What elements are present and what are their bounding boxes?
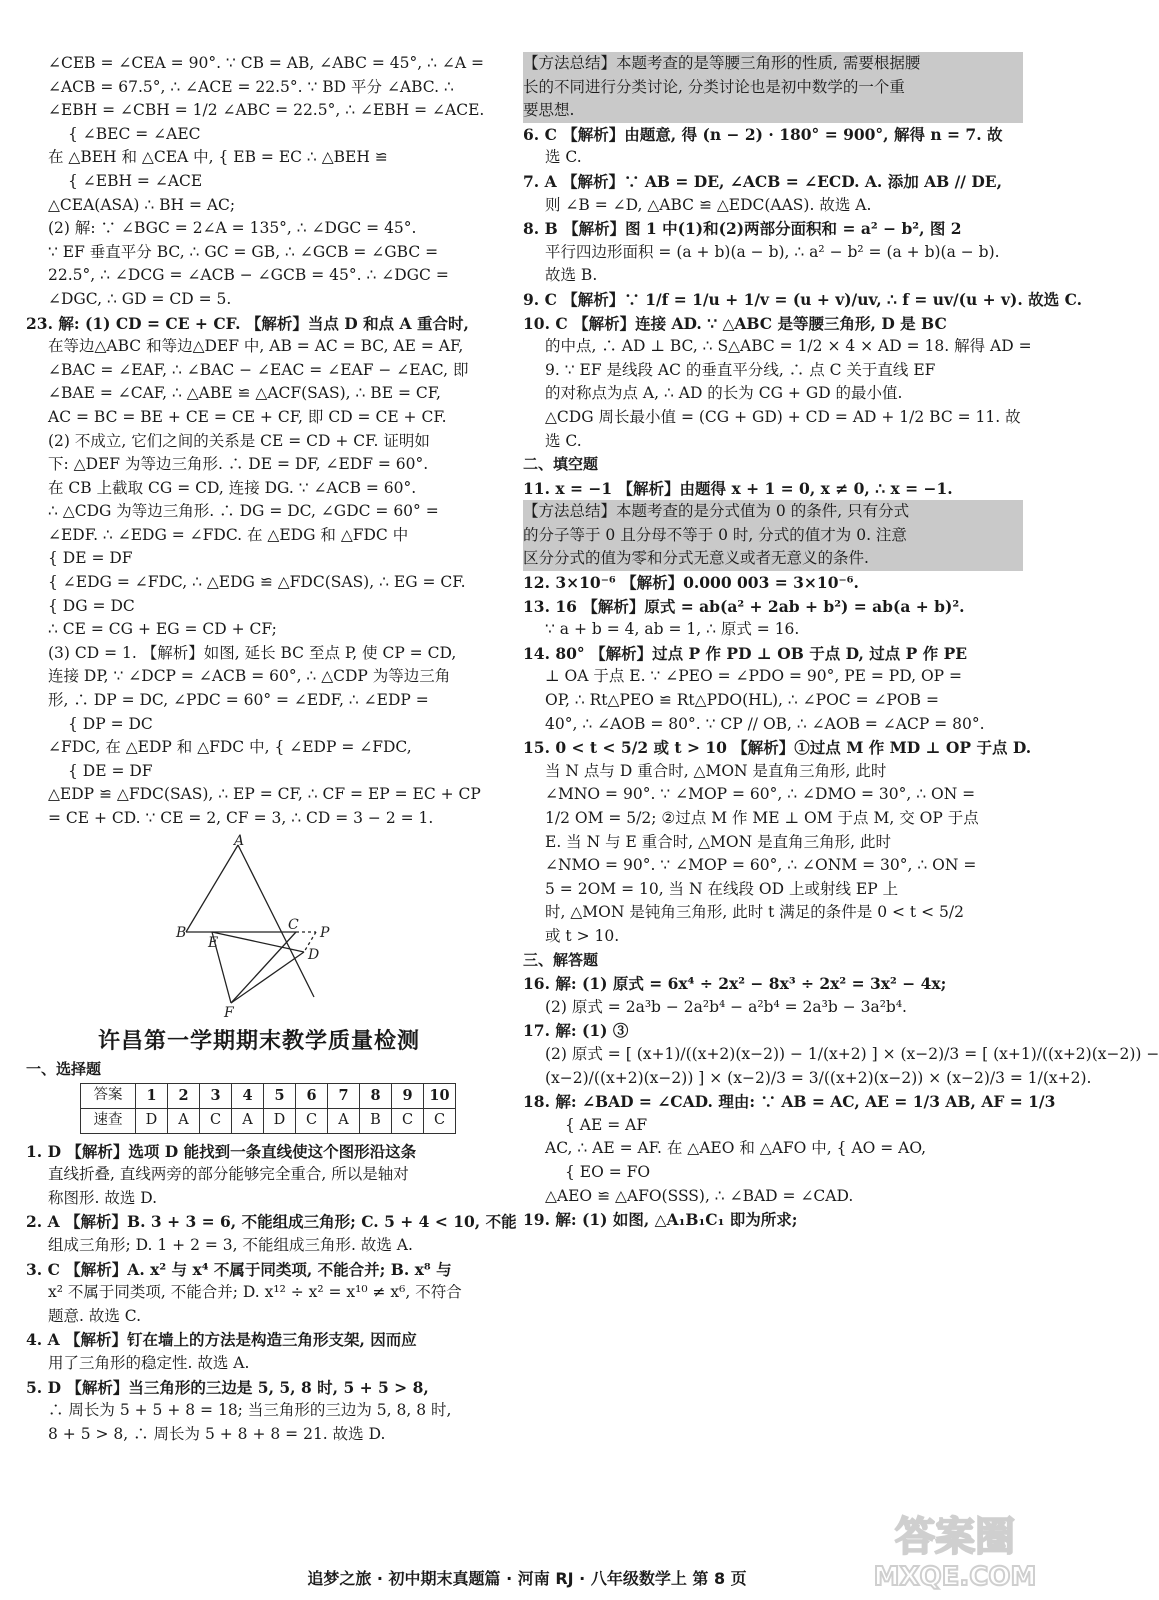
text-line: x² 不属于同类项, 不能合并; D. x¹² ÷ x² = x¹⁰ ≠ x⁶, 不符合: [48, 1283, 462, 1302]
text-line: (2) 原式 = [ (x+1)/((x+2)(x−2)) − 1/(x+2) ] × (x−2)/3 = [ (x+1)/((x+2)(x−2)) −: [545, 1044, 1159, 1063]
text-line: { ∠EDG = ∠FDC, ∴ △EDG ≌ △FDC(SAS), ∴ EG = CF.: [48, 573, 466, 592]
method-summary-line: 的分子等于 0 且分母不等于 0 时, 分式的值才为 0. 注意: [523, 524, 1023, 548]
answer-table-number-row: [81, 1084, 456, 1109]
answer-letter-cell: D: [264, 1108, 296, 1133]
text-line: 则 ∠B = ∠D, △ABC ≌ △EDC(AAS). 故选 A.: [545, 195, 872, 214]
text-line: 1/2 OM = 5/2; ②过点 M 作 ME ⊥ OM 于点 M, 交 OP 于点: [545, 809, 979, 827]
answer-number-cell: 9: [392, 1084, 424, 1109]
text-line: 18. 解: ∠BAD = ∠CAD. 理由: ∵ AB = AC, AE = 1/3 AB, AF = 1/3: [523, 1092, 1056, 1112]
line-AB: [186, 845, 238, 932]
answer-letter-cell: C: [424, 1108, 456, 1133]
text-line: 4. A 【解析】钉在墙上的方法是构造三角形支架, 因而应: [26, 1330, 417, 1350]
text-line: 故选 B.: [545, 266, 598, 285]
text-line: △CDG 周长最小值 = (CG + GD) + CD = AD + 1/2 BC = 11. 故: [545, 407, 1021, 426]
text-line: { DP = DC: [68, 714, 153, 733]
section-choice-heading: 一、选择题: [26, 1059, 102, 1078]
text-line: 组成三角形; D. 1 + 2 = 3, 不能组成三角形. 故选 A.: [48, 1235, 413, 1254]
text-line: { ∠EBH = ∠ACE: [68, 171, 203, 190]
answer-number-cell: 5: [264, 1084, 296, 1109]
text-line: 12. 3×10⁻⁶ 【解析】0.000 003 = 3×10⁻⁶.: [523, 573, 859, 593]
text-line: 14. 80° 【解析】过点 P 作 PD ⊥ OB 于点 D, 过点 P 作 PE: [523, 643, 968, 663]
answer-letter-cell: D: [136, 1108, 168, 1133]
text-line: { ∠BEC = ∠AEC: [68, 124, 201, 143]
text-line: 在等边△ABC 和等边△DEF 中, AB = AC = BC, AE = AF,: [48, 337, 464, 356]
text-line: 的中点, ∴ AD ⊥ BC, ∴ S△ABC = 1/2 × 4 × AD = 18. 解得 AD =: [545, 337, 1032, 356]
triangle-diagram: [176, 832, 356, 1021]
text-line: 40°, ∴ ∠AOB = 80°. ∵ CP // OB, ∴ ∠AOB = ∠ACP = 80°.: [545, 714, 985, 733]
method-summary-line: 【方法总结】本题考查的是分式值为 0 的条件, 只有分式: [523, 500, 1023, 524]
text-line: 6. C 【解析】由题意, 得 (n − 2) · 180° = 900°, 解得 n = 7. 故: [523, 124, 1003, 144]
section-heading: 三、解答题: [523, 950, 599, 969]
answer-number-cell: 2: [168, 1084, 200, 1109]
exam-title: 许昌第一学期期末教学质量检测: [97, 1029, 420, 1055]
text-line: 当 N 点与 D 重合时, △MON 是直角三角形, 此时: [545, 761, 887, 780]
answer-table-answer-row: [81, 1108, 456, 1133]
text-line: 在 CB 上截取 CG = CD, 连接 DG. ∵ ∠ACB = 60°.: [48, 478, 417, 497]
text-line: AC, ∴ AE = AF. 在 △AEO 和 △AFO 中, { AO = AO,: [545, 1139, 927, 1158]
answer-number-cell: 3: [200, 1084, 232, 1109]
answer-number-cell: 10: [424, 1084, 456, 1109]
text-line: 11. x = −1 【解析】由题得 x + 1 = 0, x ≠ 0, ∴ x = −1.: [523, 478, 953, 498]
text-line: { DG = DC: [48, 596, 135, 615]
text-line: ∠BAC = ∠EAF, ∴ ∠BAC − ∠EAC = ∠EAF − ∠EAC, 即: [48, 360, 469, 379]
text-line: ∠FDC, 在 △EDP 和 △FDC 中, { ∠EDP = ∠FDC,: [48, 738, 412, 757]
text-line: 1. D 【解析】选项 D 能找到一条直线使这个图形沿这条: [26, 1141, 417, 1161]
text-line: 用了三角形的稳定性. 故选 A.: [48, 1353, 250, 1372]
text-line: 直线折叠, 直线两旁的部分能够完全重合, 所以是轴对: [48, 1165, 409, 1184]
text-line: 19. 解: (1) 如图, △A₁B₁C₁ 即为所求;: [523, 1210, 798, 1230]
watermark-icon: [870, 1500, 1040, 1595]
right-column: [523, 52, 1159, 1232]
text-line: 题意. 故选 C.: [48, 1306, 142, 1325]
right-text-block: [523, 52, 1159, 1232]
section-heading: 二、填空题: [523, 455, 599, 474]
answer-number-cell: 1: [136, 1084, 168, 1109]
left-text-block: [26, 52, 492, 831]
answer-number-cell: 7: [328, 1084, 360, 1109]
text-line: ∠EDF. ∴ ∠EDG = ∠FDC. 在 △EDG 和 △FDC 中: [48, 525, 409, 544]
text-line: ∴ △CDG 为等边三角形. ∴ DG = DC, ∠GDC = 60° =: [48, 502, 439, 521]
answer-number-cell: 6: [296, 1084, 328, 1109]
text-line: ⊥ OA 于点 E. ∵ ∠PEO = ∠PDO = 90°, PE = PD, OP =: [545, 667, 963, 686]
text-line: 称图形. 故选 D.: [48, 1188, 158, 1207]
answer-table-header: 速查: [81, 1108, 136, 1133]
answer-number-cell: 4: [232, 1084, 264, 1109]
answer-table-header: 答案: [81, 1084, 136, 1109]
svg-text:MXQE.COM: MXQE.COM: [873, 1562, 1037, 1592]
label-F: F: [224, 1004, 234, 1021]
text-line: 时, △MON 是钝角三角形, 此时 t 满足的条件是 0 < t < 5/2: [545, 903, 964, 922]
text-line: ∠DGC, ∴ GD = CD = 5.: [48, 289, 232, 308]
text-line: ∠CEB = ∠CEA = 90°. ∵ CB = AB, ∠ABC = 45°, ∴ ∠A =: [48, 54, 485, 72]
answer-number-cell: 8: [360, 1084, 392, 1109]
text-line: △AEO ≌ △AFO(SSS), ∴ ∠BAD = ∠CAD.: [545, 1186, 854, 1205]
left-column: [26, 52, 517, 1446]
answer-letter-cell: C: [296, 1108, 328, 1133]
text-line: ∠BAE = ∠CAF, ∴ △ABE ≌ △ACF(SAS), ∴ BE = CF,: [48, 384, 441, 403]
text-line: 22.5°, ∴ ∠DCG = ∠ACB − ∠GCB = 45°. ∴ ∠DGC =: [48, 266, 449, 285]
text-line: 选 C.: [545, 431, 582, 450]
label-A: A: [234, 832, 245, 849]
geometry-figure: [176, 832, 492, 1025]
text-line: (3) CD = 1. 【解析】如图, 延长 BC 至点 P, 使 CP = CD,: [48, 643, 457, 662]
text-line: 8. B 【解析】图 1 中(1)和(2)两部分面积和 = a² − b², 图 2: [523, 219, 962, 239]
text-line: 9. ∵ EF 是线段 AC 的垂直平分线, ∴ 点 C 关于直线 EF: [545, 360, 936, 379]
answer-letter-cell: C: [392, 1108, 424, 1133]
text-line: ∠MNO = 90°. ∵ ∠MOP = 60°, ∴ ∠DMO = 30°, ∴ ON =: [545, 785, 976, 804]
text-line: 8 + 5 > 8, ∴ 周长为 5 + 8 + 8 = 21. 故选 D.: [48, 1424, 386, 1443]
text-line: △EDP ≌ △FDC(SAS), ∴ EP = CF, ∴ CF = EP = EC + CP: [48, 785, 481, 804]
label-C: C: [288, 916, 299, 933]
text-line: 在 △BEH 和 △CEA 中, { EB = EC ∴ △BEH ≌: [48, 148, 388, 167]
answer-letter-cell: B: [360, 1108, 392, 1133]
text-line: 9. C 【解析】∵ 1/f = 1/u + 1/v = (u + v)/uv, ∴ f = uv/(u + v). 故选 C.: [523, 289, 1083, 309]
page-footer: 追梦之旅 · 初中期末真题篇 · 河南 RJ · 八年级数学上 第 8 页: [307, 1569, 747, 1588]
method-summary-line: 长的不同进行分类讨论, 分类讨论也是初中数学的一个重: [523, 76, 1023, 100]
text-line: 13. 16 【解析】原式 = ab(a² + 2ab + b²) = ab(a + b)².: [523, 596, 965, 616]
watermark-logo: [870, 1500, 1040, 1595]
method-summary-line: 【方法总结】本题考查的是等腰三角形的性质, 需要根据腰: [523, 52, 1023, 76]
text-line: 的对称点为点 A, ∴ AD 的长为 CG + GD 的最小值.: [545, 384, 903, 403]
text-line: E. 当 N 与 E 重合时, △MON 是直角三角形, 此时: [545, 832, 891, 851]
label-P: P: [320, 924, 330, 941]
label-D: D: [308, 946, 320, 963]
text-line: (2) 原式 = 2a³b − 2a²b⁴ − a²b⁴ = 2a³b − 3a²b⁴.: [545, 997, 907, 1016]
text-line: 17. 解: (1) ③: [523, 1021, 629, 1041]
text-line: { AE = AF: [565, 1115, 648, 1134]
text-line: { DE = DF: [48, 549, 133, 568]
text-line: ∴ 周长为 5 + 5 + 8 = 18; 当三角形的三边为 5, 8, 8 时,: [48, 1401, 452, 1420]
text-line: ∠NMO = 90°. ∵ ∠MOP = 60°, ∴ ∠ONM = 30°, ∴ ON =: [545, 856, 977, 875]
text-line: = CE + CD. ∵ CE = 2, CF = 3, ∴ CD = 3 − 2 = 1.: [48, 809, 434, 827]
text-line: OP, ∴ Rt△PEO ≌ Rt△PDO(HL), ∴ ∠POC = ∠POB =: [545, 691, 939, 710]
text-line: 或 t > 10.: [545, 926, 620, 945]
answer-table: [80, 1083, 456, 1133]
text-line: ∠ACB = 67.5°, ∴ ∠ACE = 22.5°. ∵ BD 平分 ∠ABC. ∴: [48, 77, 454, 96]
line-DF: [231, 952, 304, 1003]
text-line: { EO = FO: [565, 1162, 651, 1181]
text-line: 选 C.: [545, 148, 582, 167]
text-line: 形, ∴ DP = DC, ∠PDC = 60° = ∠EDF, ∴ ∠EDP =: [48, 691, 429, 710]
answer-letter-cell: A: [328, 1108, 360, 1133]
text-line: 下: △DEF 为等边三角形. ∴ DE = DF, ∠EDF = 60°.: [48, 455, 429, 474]
line-AC-ext: [238, 845, 314, 997]
left-text-block-2: [26, 1140, 517, 1447]
text-line: AC = BC = BE + CE = CE + CF, 即 CD = CE + CF.: [48, 407, 447, 426]
line-ED: [212, 932, 304, 952]
text-line: ∵ a + b = 4, ab = 1, ∴ 原式 = 16.: [545, 620, 800, 639]
text-line: △CEA(ASA) ∴ BH = AC;: [48, 195, 236, 214]
text-line: 10. C 【解析】连接 AD. ∵ △ABC 是等腰三角形, D 是 BC: [523, 313, 947, 333]
method-summary-line: 区分分式的值为零和分式无意义或者无意义的条件.: [523, 547, 1023, 571]
text-line: (2) 不成立, 它们之间的关系是 CE = CD + CF. 证明如: [48, 431, 430, 450]
text-line: (x−2)/((x+2)(x−2)) ] × (x−2)/3 = 3/((x+2)(x−2)) × (x−2)/3 = 1/(x+2).: [545, 1068, 1092, 1087]
text-line: { DE = DF: [68, 761, 153, 780]
text-line: 5 = 2OM = 10, 当 N 在线段 OD 上或射线 EP 上: [545, 879, 899, 898]
text-line: (2) 解: ∵ ∠BGC = 2∠A = 135°, ∴ ∠DGC = 45°.: [48, 219, 417, 238]
text-line: 15. 0 < t < 5/2 或 t > 10 【解析】①过点 M 作 MD ⊥ OP 于点 D.: [523, 738, 1032, 758]
svg-text:答案圈: 答案圈: [895, 1514, 1015, 1560]
answer-letter-cell: A: [232, 1108, 264, 1133]
text-line: ∴ CE = CG + EG = CD + CF;: [48, 620, 277, 639]
text-line: 3. C 【解析】A. x² 与 x⁴ 不属于同类项, 不能合并; B. x⁸ 与: [26, 1259, 452, 1279]
text-line: ∵ EF 垂直平分 BC, ∴ GC = GB, ∴ ∠GCB = ∠GBC =: [48, 242, 439, 261]
answer-letter-cell: C: [200, 1108, 232, 1133]
answer-letter-cell: A: [168, 1108, 200, 1133]
text-line: 5. D 【解析】当三角形的三边是 5, 5, 8 时, 5 + 5 > 8,: [26, 1377, 429, 1397]
label-B: B: [176, 924, 187, 941]
text-line: 平行四边形面积 = (a + b)(a − b), ∴ a² − b² = (a + b)(a − b).: [545, 242, 1000, 261]
text-line: 2. A 【解析】B. 3 + 3 = 6, 不能组成三角形; C. 5 + 4 < 10, 不能: [26, 1212, 517, 1232]
text-line: 16. 解: (1) 原式 = 6x⁴ ÷ 2x² − 8x³ ÷ 2x² = 3x² − 4x;: [523, 974, 947, 994]
text-line: ∠EBH = ∠CBH = 1/2 ∠ABC = 22.5°, ∴ ∠EBH = ∠ACE.: [48, 101, 485, 120]
label-E: E: [208, 934, 219, 951]
text-line: 23. 解: (1) CD = CE + CF. 【解析】当点 D 和点 A 重合时,: [26, 313, 469, 333]
method-summary-line: 要思想.: [523, 99, 1023, 123]
text-line: 连接 DP, ∵ ∠DCP = ∠ACB = 60°, ∴ △CDP 为等边三角: [48, 667, 451, 686]
text-line: 7. A 【解析】∵ AB = DE, ∠ACB = ∠ECD. A. 添加 AB // DE,: [523, 171, 1003, 191]
